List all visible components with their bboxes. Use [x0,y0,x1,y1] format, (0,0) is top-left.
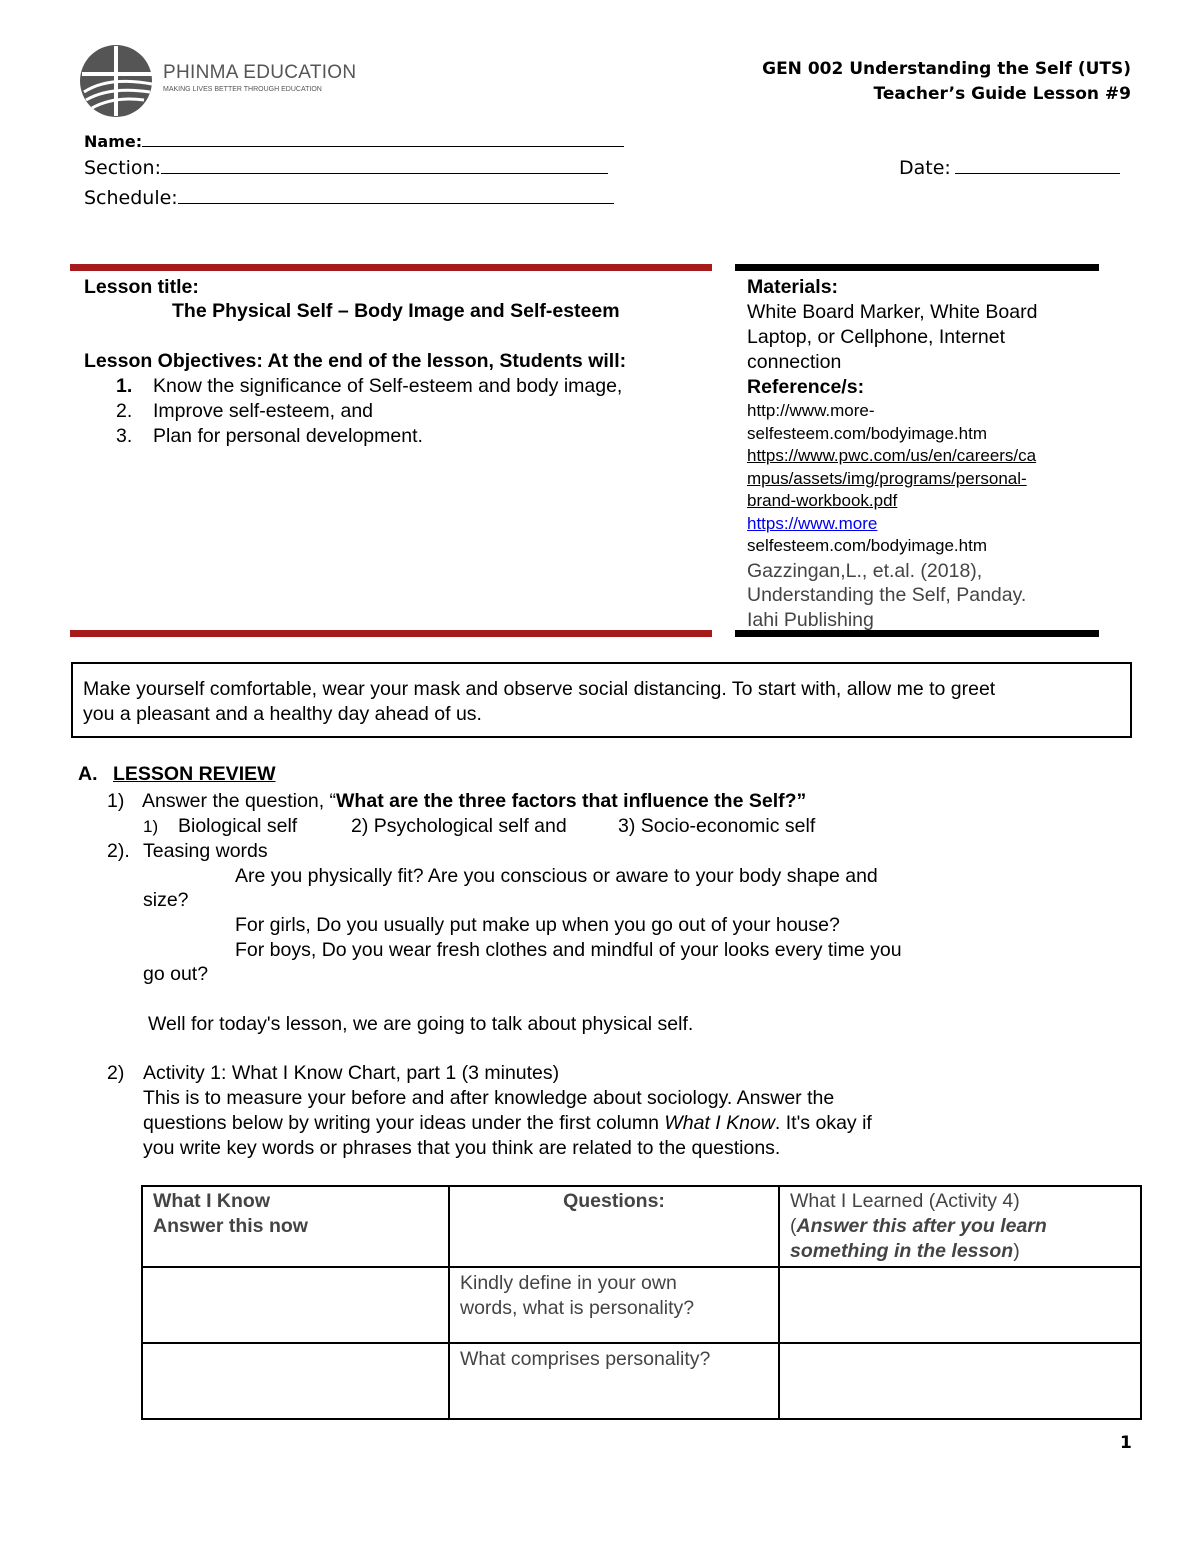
header-what-i-learned [779,1186,1141,1267]
materials-panel [747,275,1097,632]
question-text: What are the three factors that influence the Self?” [336,790,807,812]
greeting-line: Make yourself comfortable, wear your mask and observe social distancing. To start with, allow me to greet [83,678,996,700]
table-header-row [142,1186,1141,1267]
header-text: Answer this after you learn [796,1215,1047,1237]
activity-text: you write key words or phrases that you think are related to the questions. [143,1137,781,1159]
date-label: Date: [899,157,951,179]
objectives-label: Lesson Objectives: At the end of the lesson, Students will: [84,350,627,372]
teasing-line: size? [143,889,189,911]
review-title: LESSON REVIEW [113,763,276,785]
transition-line: Well for today's lesson, we are going to talk about physical self. [148,1013,694,1035]
reference-text: selfesteem.com/bodyimage.htm [747,536,987,555]
book-reference [747,559,1097,633]
objective-text: Plan for personal development. [153,425,423,447]
teasing-line: go out? [143,963,209,985]
question-text: Teasing words [143,840,268,862]
teasing-line: For boys, Do you wear fresh clothes and mindful of your looks every time you [235,939,902,961]
section-field[interactable] [84,157,608,179]
objective-item [116,399,622,424]
book-line: Understanding the Self, Panday. [747,584,1027,606]
question-number: 1) [107,790,125,812]
activity-emphasis: What I Know [664,1112,775,1134]
header-text: ) [1013,1240,1020,1262]
answer-later-cell[interactable] [779,1343,1141,1419]
review-question-2 [107,839,268,864]
question-text: Kindly define in your own [460,1272,677,1294]
header-text: ( [790,1215,797,1237]
black-rule-top [735,264,1099,271]
question-cell [449,1343,779,1419]
objective-text: Know the significance of Self-esteem and body image, [153,375,623,397]
red-rule-top [70,264,712,271]
reference-link[interactable]: brand-workbook.pdf [747,491,898,510]
header-questions [449,1186,779,1267]
reference-link[interactable]: https://www.pwc.com/us/en/careers/ca [747,446,1037,465]
lesson-title: The Physical Self – Body Image and Self-esteem [172,300,620,322]
materials-label: Materials: [747,276,839,298]
logo-tagline: MAKING LIVES BETTER THROUGH EDUCATION [163,86,322,93]
review-question-1 [107,789,806,814]
reference-link[interactable]: selfesteem.com/bodyimage.htm [747,423,987,443]
schedule-field[interactable] [84,187,614,209]
header-text: What I Know [153,1190,270,1212]
objective-number: 3. [116,425,133,447]
greeting-line: you a pleasant and a healthy day ahead of us. [83,703,482,725]
materials-line: connection [747,351,842,373]
name-field[interactable] [84,132,624,151]
question-prefix: Answer the question, “ [142,790,337,812]
guide-title: Teacher’s Guide Lesson #9 [873,84,1131,104]
review-heading [78,762,276,787]
activity-text: questions below by writing your ideas under the first column [143,1112,665,1134]
logo [78,42,357,122]
factor-1: Biological self [178,815,298,837]
course-title: GEN 002 Understanding the Self (UTS) [762,59,1131,79]
objective-number: 2. [116,400,133,422]
question-cell [449,1267,779,1343]
question-number: 2). [107,840,130,862]
header-text: something in the lesson [790,1240,1014,1262]
what-i-know-table [141,1185,1142,1420]
objective-item [116,374,622,399]
materials-line: Laptop, or Cellphone, Internet [747,326,1006,348]
factors-line [143,814,815,839]
reference-link[interactable]: http://www.more- [747,401,875,420]
answer-now-cell[interactable] [142,1267,449,1343]
reference-link[interactable]: mpus/assets/img/programs/personal- [747,468,1027,488]
logo-brand: PHINMA EDUCATION [163,62,357,83]
teasing-line: For girls, Do you usually put make up when you go out of your house? [235,914,840,936]
activity-text: . It's okay if [774,1112,872,1134]
answer-now-cell[interactable] [142,1343,449,1419]
header-text: Answer this now [153,1215,308,1237]
activity-block [107,1061,872,1161]
factor-number: 1) [143,817,159,836]
page-number: 1 [1120,1433,1132,1453]
activity-title: Activity 1: What I Know Chart, part 1 (3 minutes) [143,1062,560,1084]
activity-text: This is to measure your before and after knowledge about sociology. Answer the [143,1087,835,1109]
question-text: What comprises personality? [460,1348,711,1370]
red-rule-bottom [70,630,712,637]
answer-later-cell[interactable] [779,1267,1141,1343]
header-text: What I Learned (Activity 4) [790,1190,1020,1212]
date-field[interactable] [899,157,1120,179]
review-letter: A. [78,763,98,785]
header-text: Questions: [563,1190,665,1212]
factor-2: 2) Psychological self and [351,815,567,837]
objective-text: Improve self-esteem, and [153,400,374,422]
objective-item [116,424,622,449]
schedule-label: Schedule: [84,187,178,209]
table-row [142,1267,1141,1343]
lesson-title-label: Lesson title: [84,276,199,298]
name-label: Name: [84,132,143,151]
header-what-i-know [142,1186,449,1267]
book-line: Gazzingan,L., et.al. (2018), [747,559,983,582]
reference-link[interactable]: https://www.more [747,513,878,533]
table-row [142,1343,1141,1419]
references-label: Reference/s: [747,376,865,398]
question-text: words, what is personality? [460,1297,695,1319]
teasing-line: Are you physically fit? Are you conscious or aware to your body shape and [235,865,878,887]
factor-3: 3) Socio-economic self [618,815,816,837]
greeting-box [71,662,1132,738]
logo-emblem-icon [78,42,158,120]
section-label: Section: [84,157,161,179]
activity-number: 2) [107,1062,125,1084]
objectives-list [116,374,622,449]
objective-number: 1. [116,375,133,397]
materials-line: White Board Marker, White Board [747,301,1038,323]
book-line: Iahi Publishing [747,608,874,631]
